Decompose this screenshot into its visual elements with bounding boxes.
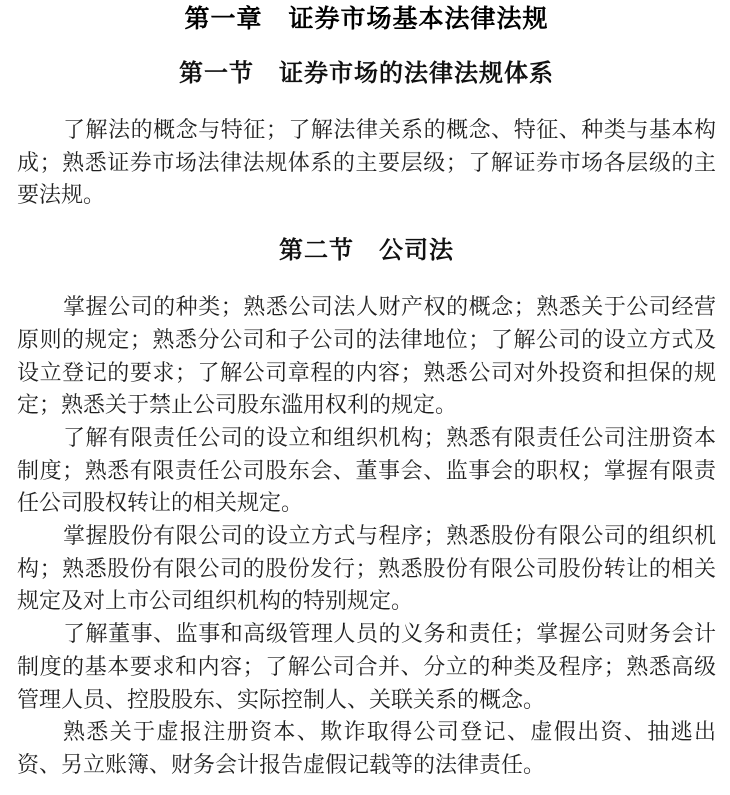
section-heading-1: 第一节 证券市场的法律法规体系 [179,61,554,87]
section-2-paragraph-4: 了解董事、监事和高级管理人员的义务和责任；掌握公司财务会计制度的基本要求和内容；了解公司合并、分立的种类及程序；熟悉高级管理人员、控股股东、实际控制人、关联关系的概念。 [17,621,716,712]
chapter-title: 第一章 证券市场基本法律法规 [184,5,549,33]
section-heading-2: 第二节 公司法 [279,238,454,265]
section-2-paragraph-5: 熟悉关于虚报注册资本、欺诈取得公司登记、虚假出资、抽逃出资、另立账簿、财务会计报告虚假记载等的法律责任。 [17,719,716,777]
section-2-paragraph-2: 了解有限责任公司的设立和组织机构；熟悉有限责任公司注册资本制度；熟悉有限责任公司股东会、董事会、监事会的职权；掌握有限责任公司股权转让的相关规定。 [17,424,716,516]
section-2-paragraph-3: 掌握股份有限公司的设立方式与程序；熟悉股份有限公司的组织机构；熟悉股份有限公司的股份发行；熟悉股份有限公司股份转让的相关规定及对上市公司组织机构的特别规定。 [17,523,716,614]
section-2-paragraph-1: 掌握公司的种类；熟悉公司法人财产权的概念；熟悉关于公司经营原则的规定；熟悉分公司和子公司的法律地位；了解公司的设立方式及设立登记的要求；了解公司章程的内容；熟悉公司对外投资和担保的规定；熟悉关于禁止公司股东滥用权利的规定。 [17,294,716,418]
section-1-paragraph-1: 了解法的概念与特征；了解法律关系的概念、特征、种类与基本构成；熟悉证券市场法律法规体系的主要层级；了解证券市场各层级的主要法规。 [17,117,716,208]
